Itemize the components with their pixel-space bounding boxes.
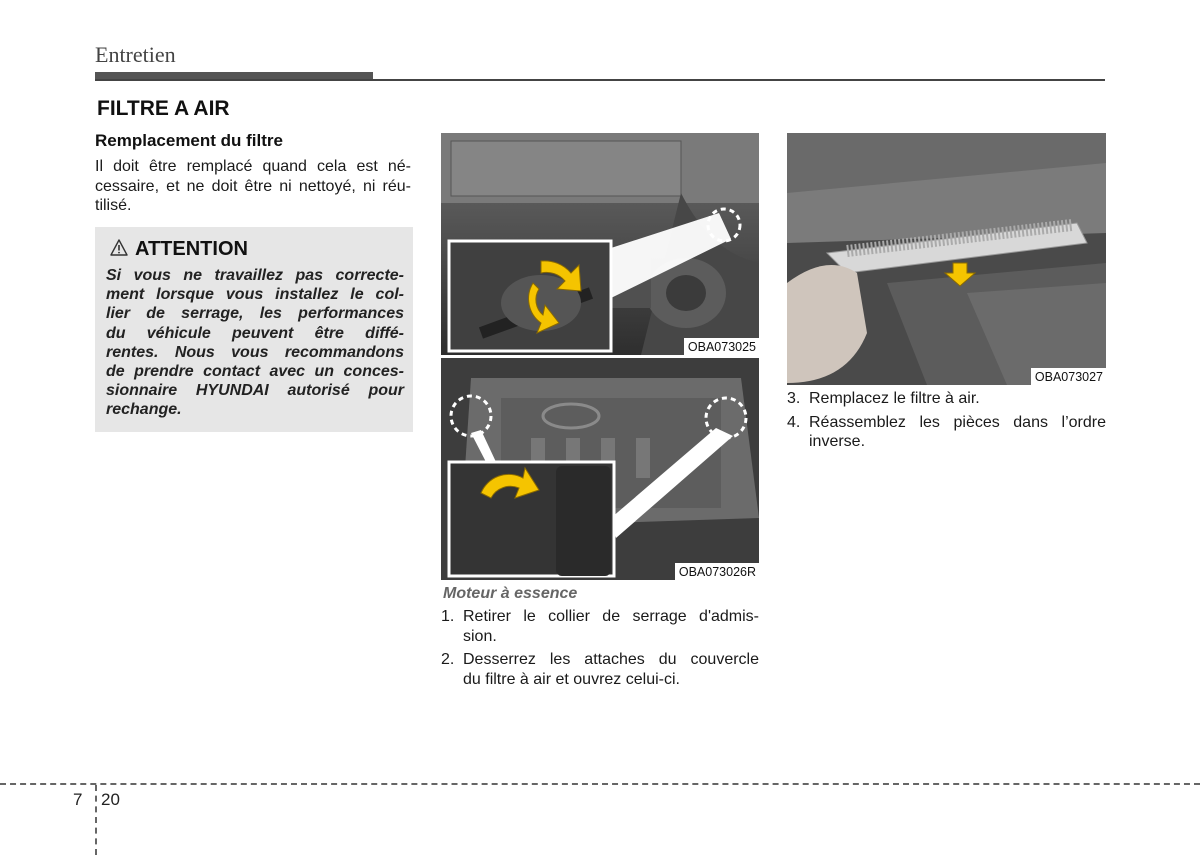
- footer-divider: [95, 785, 97, 855]
- attention-box: [95, 227, 413, 432]
- attention-text: [106, 266, 404, 420]
- intro-line: Il doit être remplacé quand cela est né-: [95, 158, 411, 175]
- step-number: 3.: [787, 390, 801, 407]
- page-number: 20: [101, 790, 120, 809]
- attention-line: Si vous ne travaillez pas correcte-: [106, 267, 404, 284]
- steps-list-right: [787, 389, 1106, 456]
- intro-paragraph: [95, 157, 411, 216]
- chapter-number: 7: [73, 790, 83, 809]
- photo-filter-replace: [787, 133, 1106, 385]
- attention-line: sionnaire HYUNDAI autorisé pour: [106, 382, 404, 400]
- step-number: 1.: [441, 608, 455, 625]
- photo-cover-clips: [441, 358, 759, 580]
- step-item: [441, 607, 759, 646]
- attention-line: de prendre contact avec un conces-: [106, 363, 404, 381]
- attention-header: [110, 238, 248, 261]
- step-line: Remplacez le filtre à air.: [809, 390, 980, 407]
- warning-triangle-icon: [110, 239, 128, 261]
- intro-line: cessaire, et ne doit être ni nettoyé, ni réu-: [95, 177, 411, 195]
- running-header: Entretien: [95, 42, 176, 67]
- step-line: inverse.: [809, 433, 866, 450]
- attention-line: ment lorsque vous installez le col-: [106, 286, 404, 304]
- step-number: 4.: [787, 413, 801, 431]
- step-line: Desserrez les attaches du couvercle: [463, 651, 759, 668]
- photo-intake-clamp: [441, 133, 759, 355]
- step-number: 2.: [441, 651, 455, 668]
- step-item: [787, 413, 1106, 452]
- step-line: du filtre à air et ouvrez celui-ci.: [463, 670, 680, 688]
- step-line: sion.: [463, 627, 497, 645]
- attention-line: rentes. Nous vous recommandons: [106, 343, 404, 361]
- step-item: [787, 389, 1106, 409]
- photo-code: OBA073025: [684, 338, 759, 355]
- header-rule: [95, 79, 1105, 81]
- step-line: Retirer le collier de serrage d'admis-: [463, 608, 759, 625]
- attention-line: lier de serrage, les performances: [106, 305, 404, 323]
- step-item: [441, 650, 759, 689]
- subheading: Remplacement du filtre: [95, 131, 283, 150]
- photo-code: OBA073026R: [675, 563, 759, 580]
- section-title: FILTRE A AIR: [97, 97, 230, 120]
- steps-list-left: [441, 607, 759, 693]
- step-line: Réassemblez les pièces dans l’ordre: [809, 413, 1106, 431]
- attention-title: ATTENTION: [135, 238, 248, 260]
- attention-line: du véhicule peuvent être diffé-: [106, 324, 404, 342]
- engine-caption: Moteur à essence: [443, 585, 578, 602]
- intro-line: tilisé.: [95, 197, 132, 214]
- footer-rule: [0, 783, 1200, 785]
- photo-code: OBA073027: [1031, 368, 1106, 385]
- attention-line: rechange.: [106, 401, 182, 419]
